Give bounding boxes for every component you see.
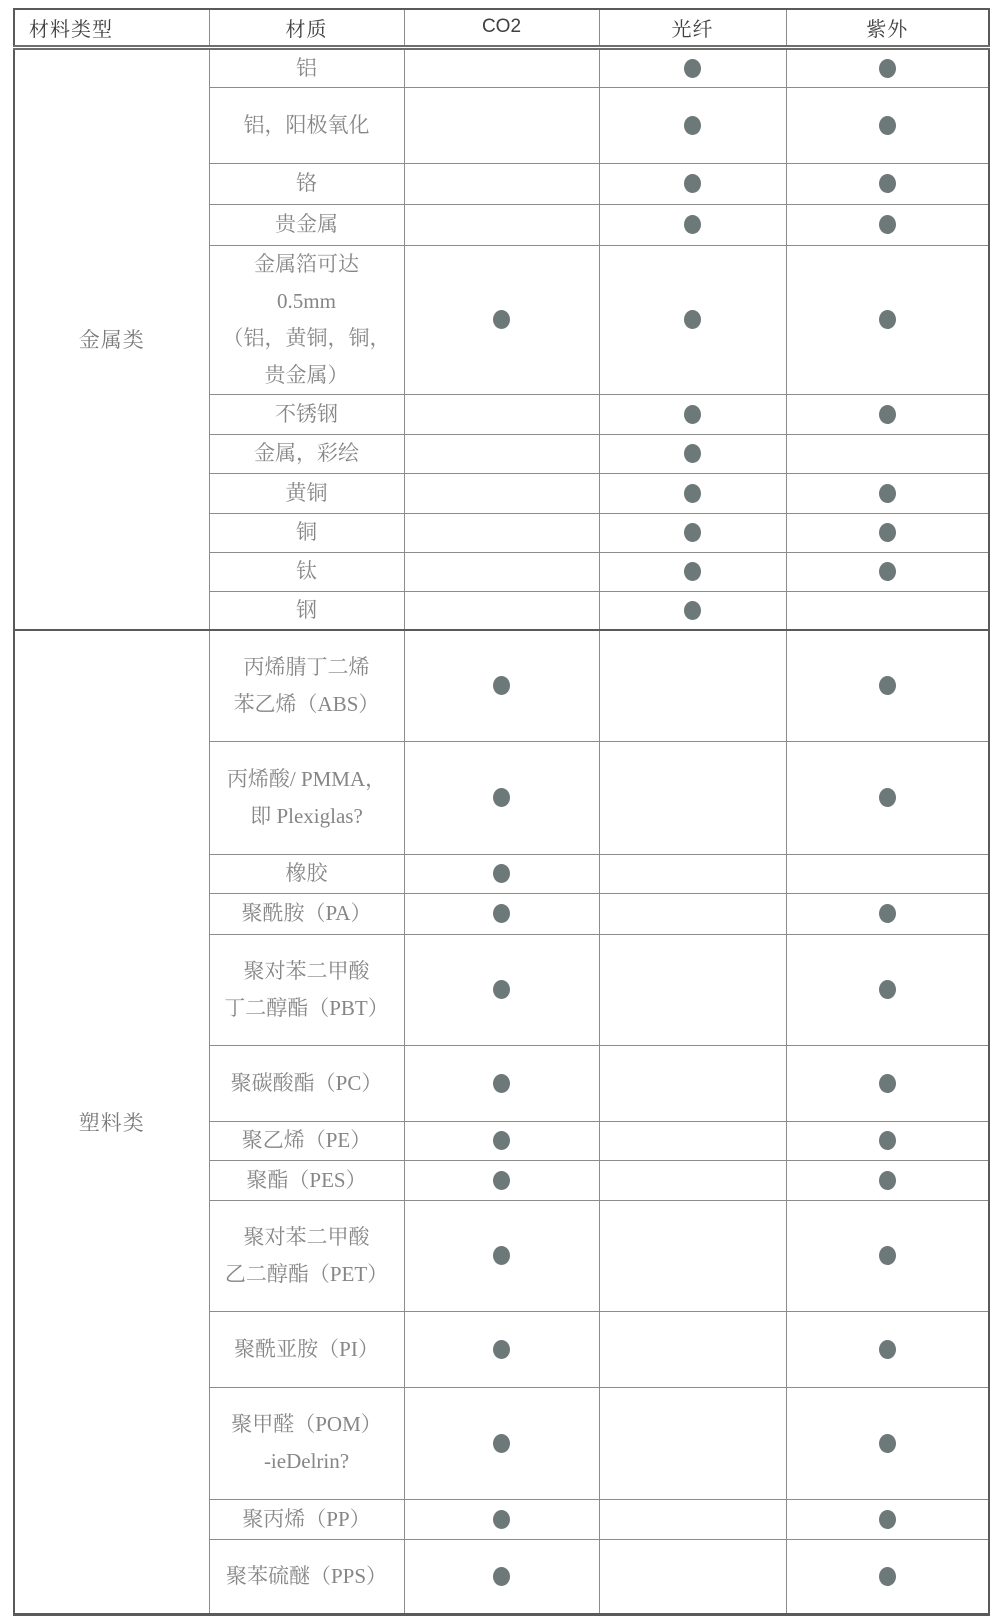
support-dot-icon <box>684 116 701 135</box>
fiber-support-cell <box>599 1387 786 1499</box>
material-name-cell <box>209 473 404 513</box>
support-dot-icon <box>493 1340 510 1359</box>
support-dot-icon <box>684 601 701 620</box>
support-dot-icon <box>493 864 510 883</box>
fiber-support-cell <box>599 204 786 245</box>
material-name-line: 金属，彩绘 <box>254 441 359 465</box>
fiber-support-cell <box>599 513 786 552</box>
co2-support-cell <box>404 1311 599 1387</box>
material-name-cell <box>209 741 404 854</box>
uv-support-cell <box>786 163 989 204</box>
material-name-line: 聚苯硫醚（PPS） <box>225 1563 388 1588</box>
uv-support-cell <box>786 1387 989 1499</box>
uv-support-cell <box>786 434 989 473</box>
support-dot-icon <box>879 562 896 581</box>
support-dot-icon <box>684 174 701 193</box>
support-dot-icon <box>493 1246 510 1265</box>
co2-support-cell <box>404 1200 599 1311</box>
fiber-support-cell <box>599 854 786 893</box>
co2-support-cell <box>404 1160 599 1200</box>
fiber-support-cell <box>599 552 786 591</box>
fiber-support-cell <box>599 87 786 163</box>
support-dot-icon <box>879 215 896 234</box>
material-name-cell <box>209 630 404 741</box>
support-dot-icon <box>493 676 510 695</box>
fiber-support-cell <box>599 1200 786 1311</box>
fiber-support-cell <box>599 47 786 87</box>
uv-support-cell <box>786 47 989 87</box>
category-cell-metals: 金属类 <box>14 47 209 630</box>
material-name-cell <box>209 1311 404 1387</box>
uv-support-cell <box>786 1539 989 1614</box>
support-dot-icon <box>879 1567 896 1586</box>
uv-support-cell <box>786 552 989 591</box>
header-cell-material-type: 材料类型 <box>14 9 209 47</box>
support-dot-icon <box>879 116 896 135</box>
support-dot-icon <box>684 405 701 424</box>
co2-support-cell <box>404 47 599 87</box>
fiber-support-cell <box>599 591 786 630</box>
material-name-line: 铝 <box>296 55 317 80</box>
header-cell-co2: CO2 <box>404 9 599 47</box>
header-cell-uv: 紫外 <box>786 9 989 47</box>
co2-support-cell <box>404 552 599 591</box>
material-name-cell <box>209 394 404 434</box>
material-name-cell <box>209 163 404 204</box>
support-dot-icon <box>879 174 896 193</box>
uv-support-cell <box>786 630 989 741</box>
material-name-line: 乙二醇酯（PET） <box>224 1261 389 1286</box>
material-name-line: 聚酯（PES） <box>246 1167 367 1192</box>
material-name-line: 聚乙烯（PE） <box>241 1128 372 1152</box>
fiber-support-cell <box>599 741 786 854</box>
material-name-line: 苯乙烯（ABS） <box>233 691 380 716</box>
co2-support-cell <box>404 204 599 245</box>
material-name-line: 橡胶 <box>285 861 328 885</box>
fiber-support-cell <box>599 1160 786 1200</box>
uv-support-cell <box>786 591 989 630</box>
uv-support-cell <box>786 1311 989 1387</box>
fiber-support-cell <box>599 934 786 1045</box>
support-dot-icon <box>879 676 896 695</box>
fiber-support-cell <box>599 893 786 934</box>
table-row <box>14 630 989 741</box>
fiber-support-cell <box>599 473 786 513</box>
uv-support-cell <box>786 741 989 854</box>
material-name-cell <box>209 552 404 591</box>
support-dot-icon <box>493 1510 510 1529</box>
co2-support-cell <box>404 394 599 434</box>
co2-support-cell <box>404 630 599 741</box>
co2-support-cell <box>404 245 599 394</box>
support-dot-icon <box>493 310 510 329</box>
support-dot-icon <box>684 59 701 78</box>
material-name-line: 聚对苯二甲酸 <box>243 1224 370 1249</box>
material-name-cell <box>209 1539 404 1614</box>
co2-support-cell <box>404 1539 599 1614</box>
material-name-line: 即 Plexiglas? <box>250 803 363 828</box>
material-name-line: 黄铜 <box>285 480 328 505</box>
material-name-cell <box>209 47 404 87</box>
support-dot-icon <box>684 444 701 463</box>
material-name-line: 丙烯腈丁二烯 <box>243 654 370 679</box>
support-dot-icon <box>879 1340 896 1359</box>
material-name-cell <box>209 1160 404 1200</box>
material-name-line: 聚丙烯（PP） <box>242 1506 371 1531</box>
header-cell-material: 材质 <box>209 9 404 47</box>
support-dot-icon <box>684 484 701 503</box>
material-name-cell <box>209 854 404 893</box>
material-name-cell <box>209 1045 404 1121</box>
material-name-line: 钛 <box>296 559 317 583</box>
uv-support-cell <box>786 854 989 893</box>
co2-support-cell <box>404 741 599 854</box>
fiber-support-cell <box>599 394 786 434</box>
support-dot-icon <box>879 1131 896 1150</box>
material-name-line: 聚酰亚胺（PI） <box>234 1336 379 1361</box>
uv-support-cell <box>786 893 989 934</box>
co2-support-cell <box>404 893 599 934</box>
material-name-cell <box>209 245 404 394</box>
support-dot-icon <box>879 484 896 503</box>
material-name-cell <box>209 934 404 1045</box>
support-dot-icon <box>879 1074 896 1093</box>
material-name-line: 聚酰胺（PA） <box>241 901 372 925</box>
material-name-line: 聚碳酸酯（PC） <box>230 1070 383 1095</box>
support-dot-icon <box>879 59 896 78</box>
material-name-cell <box>209 1121 404 1160</box>
support-dot-icon <box>493 1131 510 1150</box>
fiber-support-cell <box>599 630 786 741</box>
uv-support-cell <box>786 245 989 394</box>
fiber-support-cell <box>599 434 786 473</box>
fiber-support-cell <box>599 1121 786 1160</box>
material-name-cell <box>209 1200 404 1311</box>
support-dot-icon <box>493 980 510 999</box>
uv-support-cell <box>786 1499 989 1539</box>
support-dot-icon <box>684 215 701 234</box>
support-dot-icon <box>684 310 701 329</box>
co2-support-cell <box>404 1121 599 1160</box>
support-dot-icon <box>493 1171 510 1190</box>
material-name-line: 贵金属） <box>264 362 349 387</box>
fiber-support-cell <box>599 1045 786 1121</box>
material-name-cell <box>209 1387 404 1499</box>
material-name-cell <box>209 591 404 630</box>
material-name-line: （铝，黄铜，铜， <box>222 325 391 350</box>
support-dot-icon <box>879 1434 896 1453</box>
fiber-support-cell <box>599 245 786 394</box>
uv-support-cell <box>786 1160 989 1200</box>
material-table-body <box>14 9 989 1614</box>
support-dot-icon <box>684 562 701 581</box>
co2-support-cell <box>404 1045 599 1121</box>
uv-support-cell <box>786 1121 989 1160</box>
material-name-cell <box>209 204 404 245</box>
uv-support-cell <box>786 394 989 434</box>
material-laser-compatibility-table <box>13 8 990 1616</box>
co2-support-cell <box>404 854 599 893</box>
material-name-line: 0.5mm <box>277 288 336 313</box>
support-dot-icon <box>493 788 510 807</box>
support-dot-icon <box>879 980 896 999</box>
support-dot-icon <box>684 523 701 542</box>
material-name-cell <box>209 434 404 473</box>
uv-support-cell <box>786 934 989 1045</box>
support-dot-icon <box>493 904 510 923</box>
support-dot-icon <box>879 1171 896 1190</box>
co2-support-cell <box>404 1387 599 1499</box>
support-dot-icon <box>879 1510 896 1529</box>
uv-support-cell <box>786 204 989 245</box>
material-name-line: -ieDelrin? <box>263 1449 350 1473</box>
support-dot-icon <box>493 1567 510 1586</box>
support-dot-icon <box>493 1074 510 1093</box>
material-name-line: 不锈钢 <box>275 401 338 426</box>
uv-support-cell <box>786 1200 989 1311</box>
table-row <box>14 47 989 87</box>
material-name-line: 铬 <box>296 171 317 195</box>
support-dot-icon <box>879 904 896 923</box>
co2-support-cell <box>404 513 599 552</box>
material-name-line: 贵金属 <box>275 212 338 236</box>
uv-support-cell <box>786 513 989 552</box>
material-name-line: 铝，阳极氧化 <box>243 112 370 137</box>
material-name-cell <box>209 513 404 552</box>
material-name-cell <box>209 1499 404 1539</box>
fiber-support-cell <box>599 1311 786 1387</box>
material-name-cell <box>209 87 404 163</box>
material-name-line: 丙烯酸/ PMMA， <box>226 766 387 791</box>
category-cell-plastics: 塑料类 <box>14 630 209 1614</box>
co2-support-cell <box>404 434 599 473</box>
material-name-line: 铜 <box>296 520 317 544</box>
support-dot-icon <box>879 788 896 807</box>
support-dot-icon <box>493 1434 510 1453</box>
support-dot-icon <box>879 310 896 329</box>
co2-support-cell <box>404 1499 599 1539</box>
fiber-support-cell <box>599 163 786 204</box>
co2-support-cell <box>404 87 599 163</box>
uv-support-cell <box>786 473 989 513</box>
material-name-line: 聚对苯二甲酸 <box>243 958 370 983</box>
table-header-row <box>14 9 989 47</box>
header-cell-fiber: 光纤 <box>599 9 786 47</box>
co2-support-cell <box>404 163 599 204</box>
material-name-cell <box>209 893 404 934</box>
uv-support-cell <box>786 1045 989 1121</box>
fiber-support-cell <box>599 1539 786 1614</box>
support-dot-icon <box>879 405 896 424</box>
material-name-line: 丁二醇酯（PBT） <box>224 995 389 1020</box>
material-name-line: 聚甲醛（POM） <box>231 1412 382 1436</box>
material-name-line: 金属箔可达 <box>254 251 359 276</box>
co2-support-cell <box>404 591 599 630</box>
support-dot-icon <box>879 1246 896 1265</box>
co2-support-cell <box>404 473 599 513</box>
uv-support-cell <box>786 87 989 163</box>
fiber-support-cell <box>599 1499 786 1539</box>
co2-support-cell <box>404 934 599 1045</box>
material-name-line: 钢 <box>296 597 317 622</box>
support-dot-icon <box>879 523 896 542</box>
